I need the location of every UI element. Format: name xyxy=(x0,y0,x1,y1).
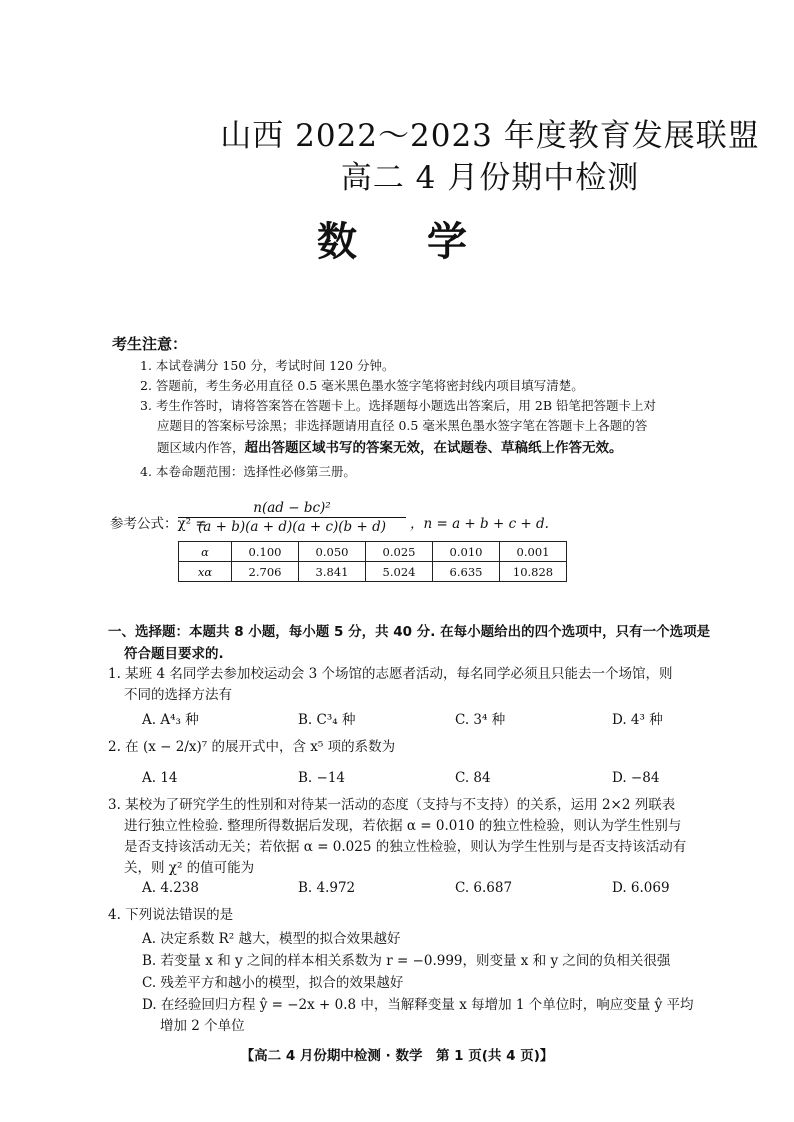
question-2-option-c: C. 84 xyxy=(455,770,491,786)
question-3-option-b: B. 4.972 xyxy=(298,880,356,896)
question-3-option-a: A. 4.238 xyxy=(142,880,199,896)
notice-item-2: 2. 答题前，考生务必用直径 0.5 毫米黑色墨水签字笔将密封线内项目填写清楚。 xyxy=(140,378,584,393)
question-4-option-b: B. 若变量 x 和 y 之间的样本相关系数为 r = −0.999，则变量 x 和 y 之间的负相关很强 xyxy=(142,953,671,969)
question-4-line1: 4. 下列说法错误的是 xyxy=(108,907,234,923)
section-heading-line2: 符合题目要求的. xyxy=(124,646,224,662)
notice-item-4: 4. 本卷命题范围：选择性必修第三册。 xyxy=(140,464,356,479)
question-2-option-d: D. −84 xyxy=(612,770,660,786)
question-4-option-c: C. 残差平方和越小的模型，拟合的效果越好 xyxy=(142,975,404,991)
section-heading xyxy=(108,621,758,665)
table-cell: 0.025 xyxy=(366,542,433,562)
section-heading-line1: 一、选择题：本题共 8 小题，每小题 5 分，共 40 分. 在每小题给出的四个选项中，只有一个选项是 xyxy=(108,624,711,640)
question-1-line2: 不同的选择方法有 xyxy=(124,687,232,703)
question-3-line3: 是否支持该活动无关；若依据 α = 0.025 的独立性检验，则认为学生性别与是否支持该活动有 xyxy=(124,839,687,855)
table-cell: 0.100 xyxy=(232,542,299,562)
notice-item-1: 1. 本试卷满分 150 分，考试时间 120 分钟。 xyxy=(140,358,395,373)
table-cell: 10.828 xyxy=(500,562,567,582)
question-1-option-c: C. 3⁴ 种 xyxy=(455,712,506,728)
table-row-label: α xyxy=(179,542,232,562)
notice-item-3-emphasis: 超出答题区域书写的答案无效，在试题卷、草稿纸上作答无效。 xyxy=(244,440,623,456)
table-cell: 6.635 xyxy=(433,562,500,582)
page-footer: 【高二 4 月份期中检测 · 数学 第 1 页(共 4 页)】 xyxy=(240,1048,554,1064)
question-2-option-b: B. −14 xyxy=(298,770,345,786)
formula-label: 参考公式：χ² = xyxy=(110,516,207,532)
notice-item-3-cont: 应题目的答案标号涂黑；非选择题请用直径 0.5 毫米黑色墨水签字笔在答题卡上各题的答 xyxy=(157,418,648,433)
exam-title-line1: 山西 2022～2023 年度教育发展联盟 xyxy=(220,118,760,154)
table-cell: 5.024 xyxy=(366,562,433,582)
question-2-line1: 2. 在 (x − 2/x)⁷ 的展开式中，含 x⁵ 项的系数为 xyxy=(108,739,396,755)
notice-item-3-prefix: 题区域内作答， xyxy=(157,440,245,455)
question-1-option-b: B. C³₄ 种 xyxy=(298,712,356,728)
question-1-option-d: D. 4³ 种 xyxy=(612,712,663,728)
table-cell: 0.010 xyxy=(433,542,500,562)
question-1-line1: 1. 某班 4 名同学去参加校运动会 3 个场馆的志愿者活动，每名同学必须且只能去一个场馆，则 xyxy=(108,666,673,682)
table-cell: 0.050 xyxy=(299,542,366,562)
question-3-option-d: D. 6.069 xyxy=(612,880,670,896)
subject-title: 数学 xyxy=(317,219,537,265)
critical-value-table xyxy=(178,541,567,582)
fraction-bar xyxy=(178,517,406,518)
question-4-option-a: A. 决定系数 R² 越大，模型的拟合效果越好 xyxy=(142,931,401,947)
table-row-label: xα xyxy=(179,562,232,582)
question-3-line2: 进行独立性检验. 整理所得数据后发现，若依据 α = 0.010 的独立性检验，则认为学生性别与 xyxy=(124,818,682,834)
formula-numerator: n(ad − bc)² xyxy=(253,500,331,516)
formula-fraction xyxy=(178,500,406,535)
notice-item-3: 3. 考生作答时，请将答案答在答题卡上。选择题每小题选出答案后，用 2B 铅笔把答题卡上对 xyxy=(140,398,656,413)
question-2-option-a: A. 14 xyxy=(142,770,178,786)
table-cell: 0.001 xyxy=(500,542,567,562)
notice-item-3-cont2 xyxy=(157,439,623,457)
question-3-line1: 3. 某校为了研究学生的性别和对待某一活动的态度（支持与不支持）的关系，运用 2×2 列联表 xyxy=(108,797,676,813)
formula-denominator: (a + b)(a + d)(a + c)(b + d) xyxy=(198,519,386,535)
notice-title: 考生注意： xyxy=(112,335,188,353)
formula-tail: ，n = a + b + c + d. xyxy=(410,516,549,532)
question-4-option-d-cont: 增加 2 个单位 xyxy=(160,1018,245,1034)
table-cell: 3.841 xyxy=(299,562,366,582)
question-1-option-a: A. A⁴₃ 种 xyxy=(142,712,199,728)
exam-title-line2: 高二 4 月份期中检测 xyxy=(340,160,640,196)
question-3-option-c: C. 6.687 xyxy=(455,880,513,896)
table-cell: 2.706 xyxy=(232,562,299,582)
table-row xyxy=(179,562,567,582)
question-4-option-d: D. 在经验回归方程 ŷ = −2x + 0.8 中，当解释变量 x 每增加 1 个单位时，响应变量 ŷ 平均 xyxy=(142,997,694,1013)
table-row xyxy=(179,542,567,562)
question-3-line4: 关，则 χ² 的值可能为 xyxy=(124,860,255,876)
